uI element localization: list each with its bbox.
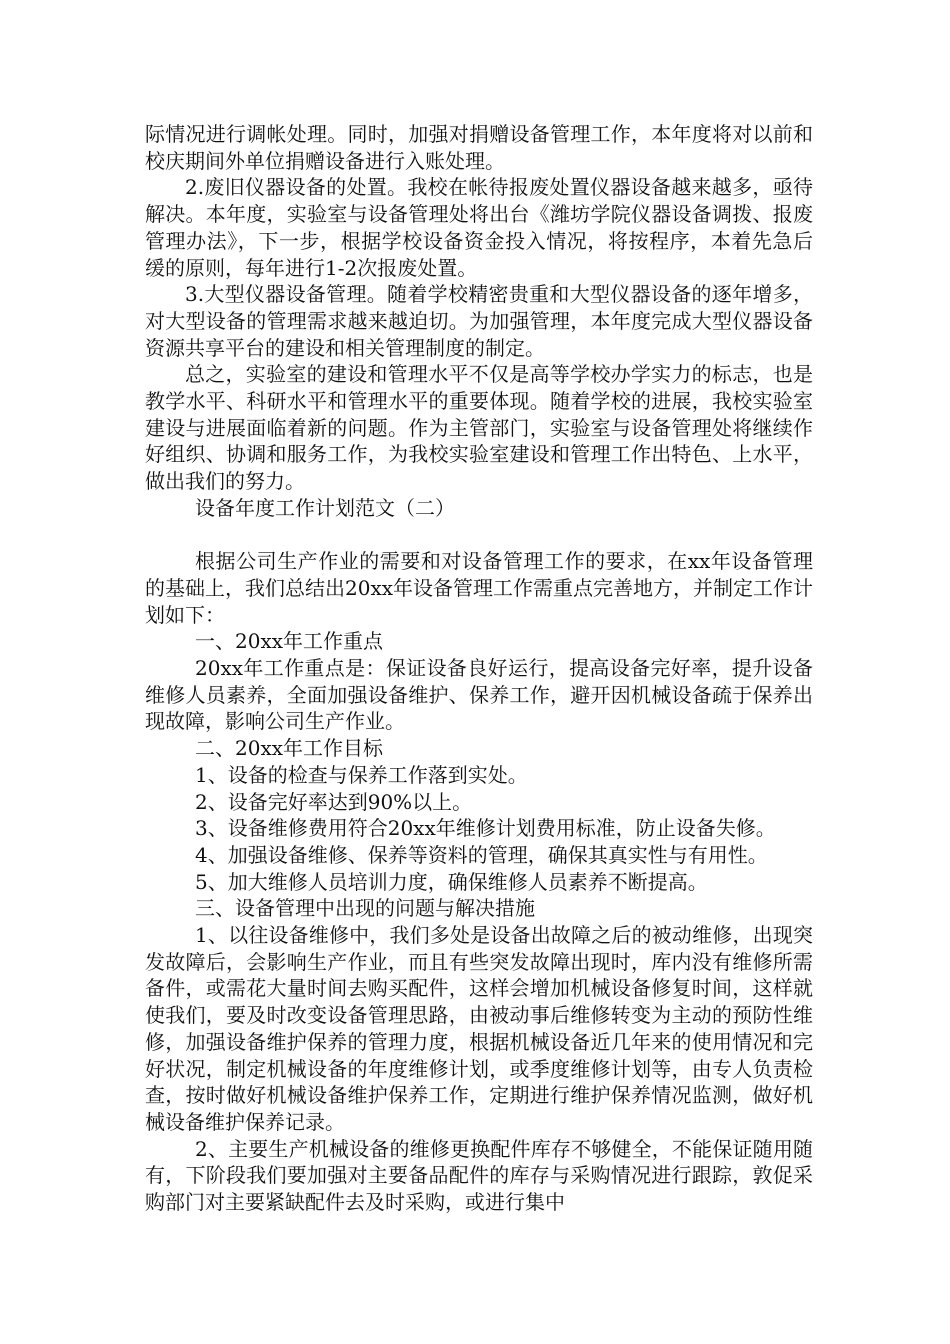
goal-item: 5、加大维修人员培训力度，确保维修人员素养不断提高。 (195, 869, 708, 894)
paragraph-continuation: 际情况进行调帐处理。同时，加强对捐赠设备管理工作，本年度将对以前和校庆期间外单位捐赠设备进行入账处理。 (145, 122, 813, 173)
blank-line (145, 522, 813, 549)
paragraph-summary: 总之，实验室的建设和管理水平不仅是高等学校办学实力的标志，也是教学水平、科研水平和管理水平的重要体现。随着学校的进展，我校实验室建设与进展面临着新的问题。作为主管部门，实验室与设备管理处将继续作好组织、协调和服务工作，为我校实验室建设和管理工作出特色、上水平，做出我们的努力。 (145, 362, 813, 494)
issue-item: 1、以往设备维修中，我们多处是设备出故障之后的被动维修，出现突发故障后，会影响生产作业，而且有些突发故障出现时，库内没有维修所需备件，或需花大量时间去购买配件，这样会增加机械设备修复时间，这样就使我们，要及时改变设备管理思路，由被动事后维修转变为主动的预防性维修，加强设备维护保养的管理力度，根据机械设备近几年来的使用情况和完好状况，制定机械设备的年度维修计划，或季度维修计划等，由专人负责检查，按时做好机械设备维护保养工作，定期进行维护保养情况监测，做好机械设备维护保养记录。 (145, 923, 813, 1134)
heading-issues-and-measures: 三、设备管理中出现的问题与解决措施 (195, 896, 535, 921)
goal-item: 3、设备维修费用符合20xx年维修计划费用标准，防止设备失修。 (195, 816, 776, 841)
paragraph-large-instrument-management: 3.大型仪器设备管理。随着学校精密贵重和大型仪器设备的逐年增多，对大型设备的管理需求越来越迫切。为加强管理，本年度完成大型仪器设备资源共享平台的建设和相关管理制度的制定。 (145, 282, 813, 360)
goal-item: 2、设备完好率达到90%以上。 (195, 789, 473, 814)
heading-work-goals: 二、20xx年工作目标 (195, 736, 384, 761)
document-body (145, 121, 813, 1216)
paragraph-equipment-disposal: 2.废旧仪器设备的处置。我校在帐待报废处置仪器设备越来越多，亟待解决。本年度，实验室与设备管理处将出台《潍坊学院仪器设备调拨、报废管理办法》，下一步，根据学校设备资金投入情况，将按程序，本着先急后缓的原则，每年进行1-2次报废处置。 (145, 175, 813, 280)
section-title: 设备年度工作计划范文（二） (195, 495, 455, 520)
paragraph-intro: 根据公司生产作业的需要和对设备管理工作的要求，在xx年设备管理的基础上，我们总结出20xx年设备管理工作需重点完善地方，并制定工作计划如下： (145, 549, 814, 627)
issue-item: 2、主要生产机械设备的维修更换配件库存不够健全，不能保证随用随有，下阶段我们要加强对主要备品配件的库存与采购情况进行跟踪，敦促采购部门对主要紧缺配件去及时采购，或进行集中 (145, 1136, 813, 1215)
goal-item: 4、加强设备维修、保养等资料的管理，确保其真实性与有用性。 (195, 842, 768, 867)
paragraph-work-focus: 20xx年工作重点是：保证设备良好运行，提高设备完好率，提升设备维修人员素养，全面加强设备维护、保养工作，避开因机械设备疏于保养出现故障，影响公司生产作业。 (145, 656, 813, 734)
heading-work-focus: 一、20xx年工作重点 (195, 629, 384, 654)
goal-item: 1、设备的检查与保养工作落到实处。 (195, 762, 528, 787)
